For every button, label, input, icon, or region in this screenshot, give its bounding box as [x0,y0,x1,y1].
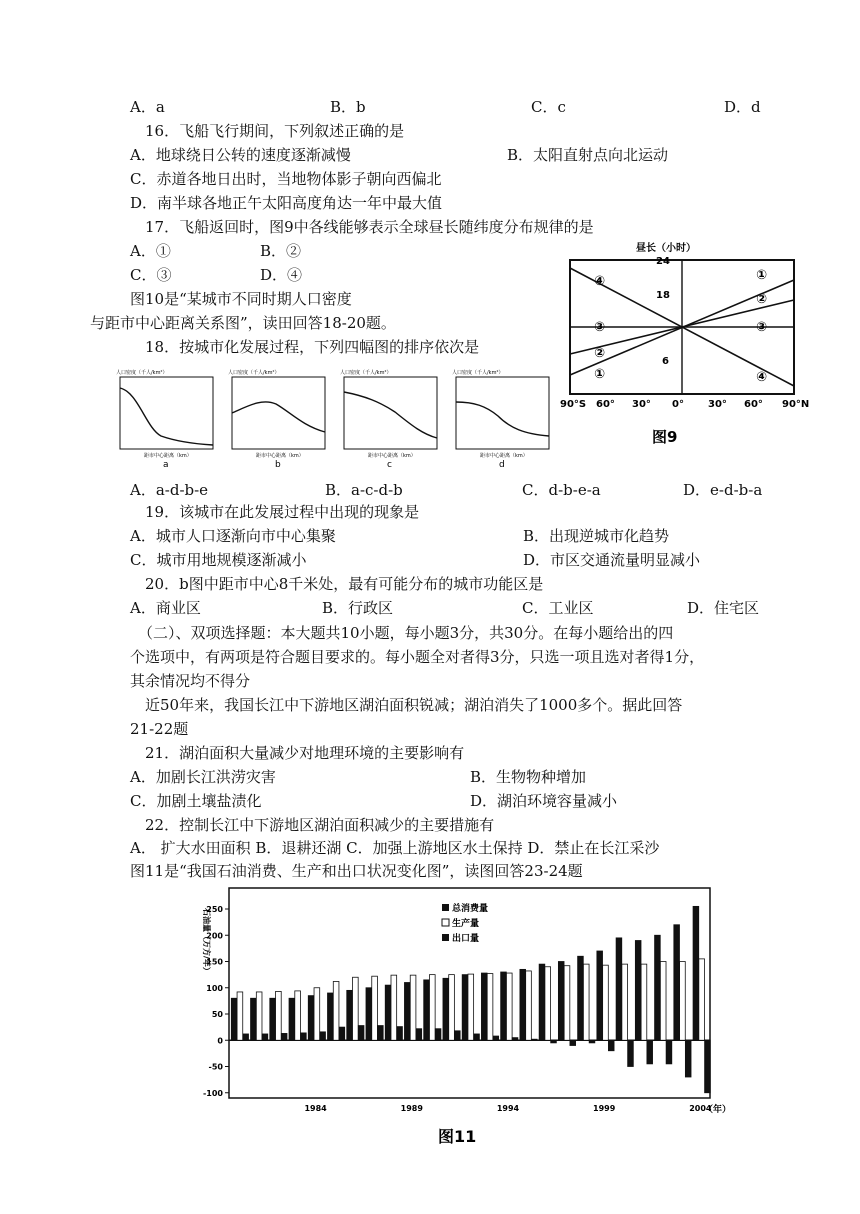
fig11-bar-consumption [616,938,622,1040]
fig11-bar-export [685,1040,691,1077]
fig11-bar-export [454,1031,460,1040]
section2-line1: （二）、双项选择题：本大题共10小题，每小题3分，共30分。在每小题给出的四 [138,624,674,642]
q17-option-b: B．② [260,242,302,260]
fig11-bar-consumption [578,956,584,1040]
fig11-bar-export [320,1032,326,1040]
fig10-panel-d [452,369,549,470]
fig10-intro-line1: 图10是“某城市不同时期人口密度 [130,290,352,308]
fig11-bar-export [301,1033,307,1040]
fig11-bar-production [468,974,474,1040]
fig11-bar-production [353,977,359,1040]
q17-option-c: C．③ [130,266,172,284]
q19-option-d: D．市区交通流量明显减小 [523,551,701,569]
fig11-bar-production [641,964,647,1040]
fig11-y-tick-label: 50 [211,1010,223,1019]
q19-option-b: B．出现逆城市化趋势 [523,527,670,545]
fig11-bar-export [339,1027,345,1040]
q16-option-b: B．太阳直射点向北运动 [507,146,669,164]
fig11-y-tick-label: 200 [206,931,223,941]
q22-options: A． 扩大水田面积 B．退耕还湖 C．加强上游地区水土保持 D．禁止在长江采沙 [130,839,660,857]
q15-option-b: B．b [330,98,366,116]
q21-option-d: D．湖泊环境容量减小 [470,792,618,810]
fig11-y-tick-label: -50 [208,1062,223,1072]
q21-option-a: A．加剧长江洪涝灾害 [130,768,276,786]
fig11-bar-consumption [385,985,391,1040]
fig11-bar-consumption [443,978,449,1040]
q15-option-c: C．c [531,98,566,116]
fig11-bar-export [570,1040,576,1045]
fig11-bar-export [281,1033,287,1040]
fig11-bar-production [276,991,282,1040]
fig11-bar-production [526,971,532,1040]
fig11-bar-production [545,967,551,1041]
fig11-legend-swatch-production [442,919,449,926]
figure-9 [556,240,830,455]
fig9-x-tick: 90°S [560,399,587,410]
fig9-label-1-right: ① [756,268,768,283]
q16-option-c: C．赤道各地日出时，当地物体影子朝向西偏北 [130,170,442,188]
fig11-y-tick-label: 0 [217,1036,223,1046]
fig11-bar-consumption [462,975,468,1041]
q20-option-d: D．住宅区 [687,599,760,617]
fig11-legend [442,902,488,944]
fig11-bar-consumption [674,925,680,1041]
q19-stem: 19．该城市在此发展过程中出现的现象是 [145,503,420,521]
fig11-x-tick-label: 1984 [304,1104,327,1113]
fig11-bar-production [410,975,416,1040]
fig9-label-4-right: ④ [756,370,768,385]
fig10-panel-c [340,369,437,470]
fig11-bar-production [256,992,262,1040]
q21-option-c: C．加剧土壤盐渍化 [130,792,262,810]
q20-stem: 20．b图中距市中心8千米处，最有可能分布的城市功能区是 [145,575,544,593]
fig11-bar-export [262,1034,268,1040]
fig10-panel-label: d [499,460,505,470]
fig9-label-4-left: ④ [594,274,606,289]
fig9-y-tick: 18 [656,290,670,301]
fig9-x-tick: 60° [596,399,615,410]
fig9-y-tick: 6 [662,356,669,367]
fig11-bar-consumption [481,973,487,1040]
fig11-x-tick-label: 1999 [593,1104,616,1113]
fig11-y-title: 石油量（万方/年） [202,908,211,975]
q16-stem: 16．飞船飞行期间，下列叙述正确的是 [145,122,405,140]
fig9-y-tick: 24 [656,256,670,267]
q21-option-b: B．生物物种增加 [470,768,587,786]
fig10-x-title: 距市中心距离（km） [480,453,528,459]
fig11-bar-production [237,992,243,1040]
figure-11 [192,880,742,1150]
fig9-x-tick: 60° [744,399,763,410]
fig10-panel-label: b [275,460,281,470]
fig11-bar-production [680,962,686,1041]
fig11-bar-export [551,1040,557,1043]
fig11-bar-export [589,1040,595,1043]
q15-option-a: A．a [130,98,165,116]
fig11-bar-production [333,981,339,1040]
fig11-bar-consumption [328,993,334,1040]
q22-stem: 22．控制长江中下游地区湖泊面积减少的主要措施有 [145,816,495,834]
fig11-legend-consumption: 总消费量 [452,904,489,914]
fig11-y-tick-label: 150 [206,957,223,967]
fig11-bar-production [487,974,493,1041]
fig11-bar-export [666,1040,672,1064]
fig9-x-tick: 90°N [782,399,810,410]
fig11-bar-consumption [424,980,430,1040]
fig11-bar-consumption [597,951,603,1040]
fig11-y-tick-label: 100 [206,983,223,993]
fig11-bar-export [493,1036,499,1040]
q15-option-d: D．d [724,98,761,116]
fig11-bar-production [295,991,301,1040]
fig11-bar-consumption [231,998,237,1040]
q20-option-c: C．工业区 [522,599,594,617]
fig11-legend-swatch-consumption [442,904,449,911]
fig9-caption: 图9 [652,428,678,446]
fig10-x-title: 距市中心距离（km） [368,453,416,459]
fig10-panel-a [116,369,213,470]
fig11-legend-production: 生产量 [452,919,480,929]
fig11-bar-consumption [635,941,641,1041]
fig11-bar-consumption [308,996,314,1041]
fig11-intro: 图11是“我国石油消费、生产和出口状况变化图”，读图回答23-24题 [130,862,583,880]
fig11-bar-consumption [289,998,295,1040]
fig11-legend-export: 出口量 [452,934,480,944]
fig11-bar-production [699,959,705,1040]
q21-stem: 21．湖泊面积大量减少对地理环境的主要影响有 [145,744,465,762]
fig11-bar-consumption [655,935,661,1040]
fig11-bar-export [435,1029,441,1041]
fig11-bar-production [660,962,666,1041]
fig11-bar-consumption [270,998,276,1040]
q18-option-b: B．a-c-d-b [325,481,403,499]
fig9-label-2-right: ② [756,292,768,307]
q20-option-b: B．行政区 [322,599,394,617]
fig9-x-tick: 0° [672,399,684,410]
fig10-panel-b [228,369,325,470]
fig11-bar-production [314,988,320,1041]
fig11-bar-consumption [251,998,257,1040]
q18-option-c: C．d-b-e-a [522,481,601,499]
fig11-legend-swatch-export [442,934,449,941]
fig10-panel-label: a [163,460,169,470]
fig11-x-tick-label: 2004 [689,1104,712,1113]
fig9-label-2-left: ② [594,346,606,361]
q17-stem: 17．飞船返回时，图9中各线能够表示全球昼长随纬度分布规律的是 [145,218,594,236]
fig11-bar-production [391,975,397,1040]
q19-option-c: C．城市用地规模逐渐减小 [130,551,307,569]
fig9-y-title: 昼长（小时） [636,243,696,254]
fig10-intro-line2: 与距市中心距离关系图”，读田回答18-20题。 [90,314,396,332]
fig10-y-title: 人口密度（千人/km²） [340,370,392,376]
fig11-bar-export [705,1040,711,1093]
q17-option-d: D．④ [260,266,303,284]
fig9-x-tick: 30° [708,399,727,410]
fig9-y-ticks [656,256,670,367]
fig11-x-tick-label: 1994 [496,1104,520,1113]
fig9-label-3-right: ③ [756,320,768,335]
fig9-label-3-left: ③ [594,320,606,335]
fig11-bar-consumption [558,962,564,1041]
fig11-bar-export [628,1040,634,1066]
fig11-bar-production [564,966,570,1041]
section2-line2: 个选项中，有两项是符合题目要求的。每小题全对者得3分，只选一项且选对者得1分， [130,648,705,666]
fig11-bar-production [583,964,589,1040]
fig11-bar-consumption [501,972,507,1040]
fig9-label-1-left: ① [594,367,606,382]
fig11-bar-consumption [404,983,410,1041]
fig11-bar-export [358,1026,364,1041]
fig11-bar-export [512,1038,518,1041]
fig10-x-title: 距市中心距离（km） [144,453,192,459]
fig11-bar-production [622,964,628,1040]
fig10-y-title: 人口密度（千人/km²） [228,370,280,376]
fig11-bar-production [372,976,378,1040]
fig11-bar-export [416,1029,422,1041]
fig11-bar-export [608,1040,614,1051]
fig10-y-title: 人口密度（千人/km²） [452,370,504,376]
figure-10 [110,368,560,480]
fig11-bar-export [531,1039,537,1040]
fig11-bar-production [506,973,512,1040]
q20-option-a: A．商业区 [130,599,201,617]
fig11-bar-production [449,975,455,1041]
q16-option-d: D．南半球各地正午太阳高度角达一年中最大值 [130,194,443,212]
fig11-bar-production [429,975,435,1041]
lake-intro-line2: 21-22题 [130,720,189,738]
fig11-bar-consumption [693,906,699,1040]
fig11-bar-consumption [366,988,372,1041]
fig11-caption: 图11 [438,1127,477,1146]
fig10-panel-label: c [387,460,392,470]
q18-stem: 18．按城市化发展过程，下列四幅图的排序依次是 [145,338,480,356]
fig11-bar-export [243,1034,249,1040]
q18-option-d: D．e-d-b-a [683,481,763,499]
fig11-y-tick-label: 250 [206,905,223,914]
q19-option-a: A．城市人口逐渐向市中心集聚 [130,527,336,545]
fig11-bar-consumption [520,969,526,1040]
fig11-bar-consumption [347,990,353,1040]
lake-intro-line1: 近50年来，我国长江中下游地区湖泊面积锐减；湖泊消失了1000多个。据此回答 [145,696,683,714]
fig11-x-tick-label: 1989 [400,1104,423,1113]
fig11-bar-export [474,1034,480,1040]
q17-option-a: A．① [130,242,171,260]
q18-option-a: A．a-d-b-e [130,481,209,499]
fig11-bar-export [378,1026,384,1041]
fig11-bar-production [603,965,609,1040]
fig10-x-title: 距市中心距离（km） [256,453,304,459]
fig11-bar-export [647,1040,653,1064]
fig11-bar-export [397,1027,403,1041]
fig11-bar-consumption [539,964,545,1040]
fig10-y-title: 人口密度（千人/km²） [116,370,168,376]
section2-line3: 其余情况均不得分 [130,672,251,690]
fig11-y-tick-label: -100 [202,1088,223,1098]
fig9-x-tick: 30° [632,399,651,410]
fig11-x-unit: （年） [704,1105,732,1115]
q16-option-a: A．地球绕日公转的速度逐渐减慢 [130,146,351,164]
fig9-x-ticks [560,399,809,410]
